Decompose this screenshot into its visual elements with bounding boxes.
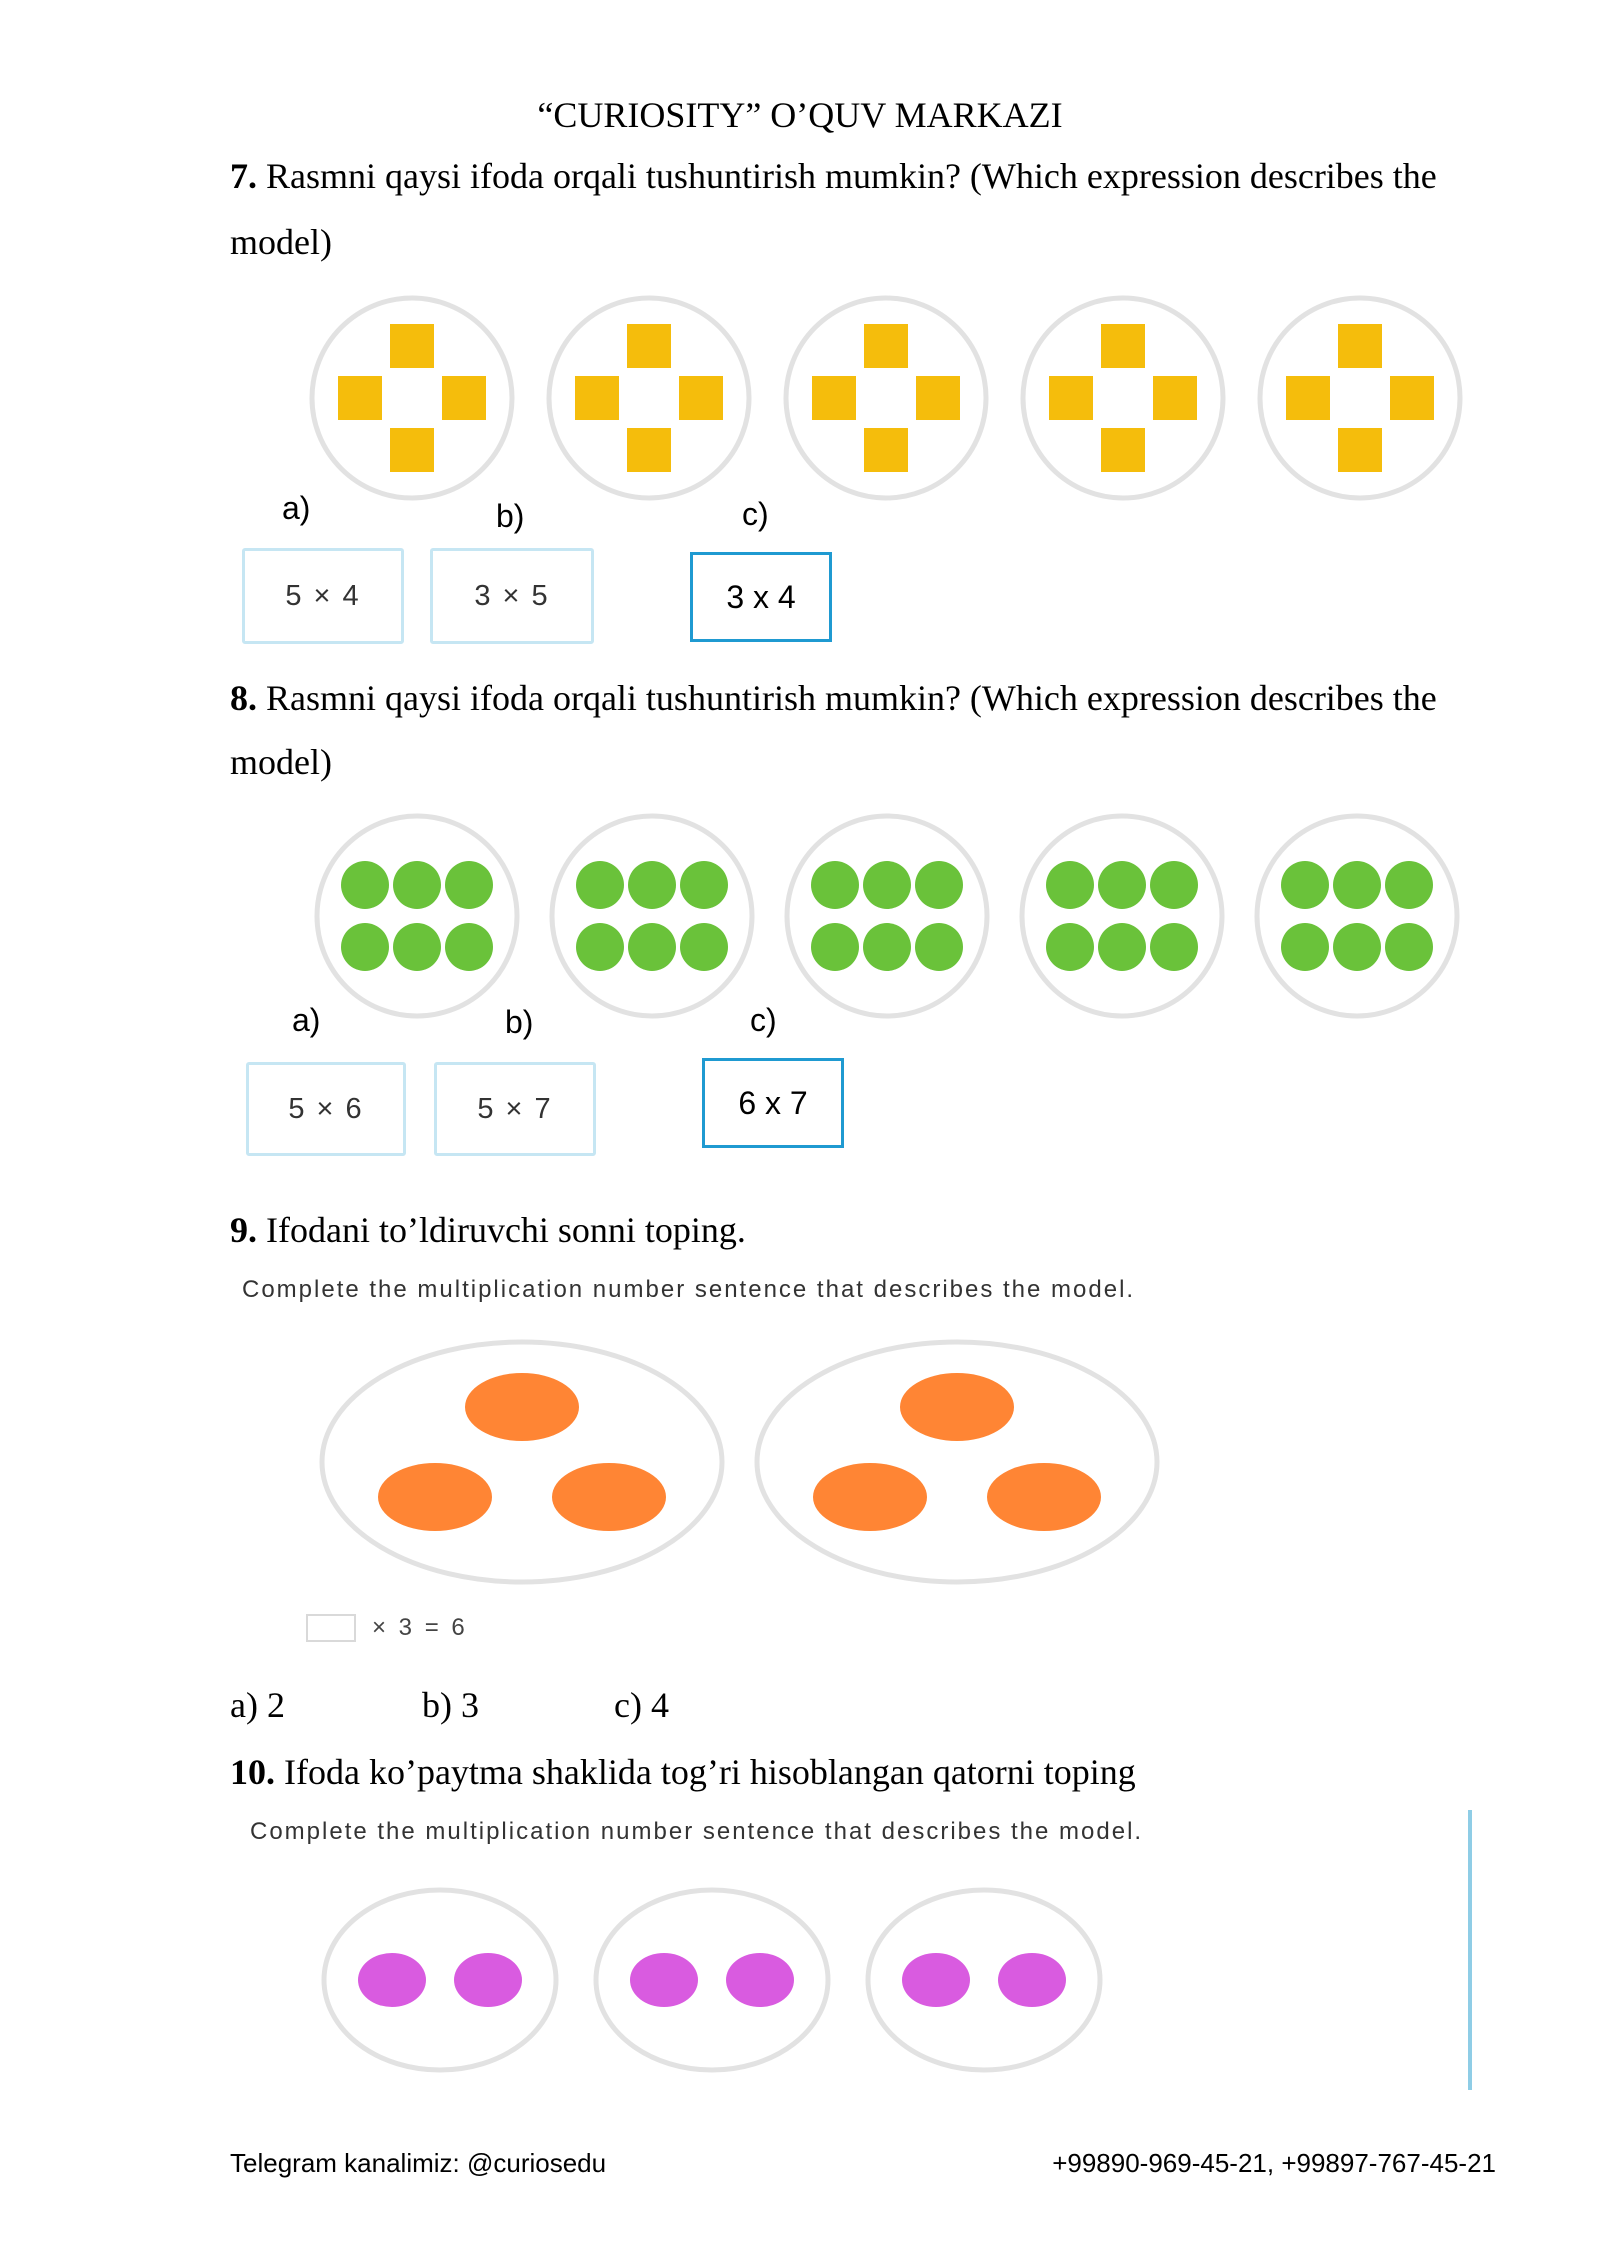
yellow-square [1153, 376, 1197, 420]
yellow-square [1338, 428, 1382, 472]
orange-oval [987, 1463, 1101, 1531]
question-8-text [230, 666, 1530, 730]
yellow-square [1049, 376, 1093, 420]
option-a-box[interactable]: 5 × 4 [242, 548, 404, 644]
yellow-square [390, 428, 434, 472]
green-dot [393, 861, 441, 909]
green-dot [915, 861, 963, 909]
yellow-square [864, 324, 908, 368]
green-dot [1150, 861, 1198, 909]
green-dot [445, 861, 493, 909]
question-10-instruction: Complete the multiplication number sentence that describes the model. [250, 1818, 1144, 1845]
answer-c[interactable]: c) 4 [614, 1685, 669, 1725]
question-10-text [230, 1740, 1530, 1804]
equation-text: × 3 = 6 [372, 1614, 468, 1641]
orange-oval [378, 1463, 492, 1531]
question-7-text [230, 144, 1530, 208]
orange-oval [813, 1463, 927, 1531]
green-dot [1150, 923, 1198, 971]
green-dot [1098, 923, 1146, 971]
green-dot [863, 861, 911, 909]
question-7-prompt: Rasmni qaysi ifoda orqali tushuntirish mumkin? (Which expression describes the [266, 156, 1437, 196]
purple-dot [902, 1953, 970, 2007]
green-dot [393, 923, 441, 971]
green-dot [1385, 861, 1433, 909]
option-c-box[interactable]: 3 x 4 [690, 552, 832, 642]
question-8-prompt-cont: model) [230, 742, 332, 782]
green-dot [576, 923, 624, 971]
green-dot [341, 923, 389, 971]
yellow-square [575, 376, 619, 420]
yellow-square [1101, 324, 1145, 368]
option-c-box[interactable]: 6 x 7 [702, 1058, 844, 1148]
green-dot [680, 923, 728, 971]
answer-b[interactable]: b) 3 [422, 1685, 479, 1725]
yellow-square [812, 376, 856, 420]
option-a-label: a) [282, 490, 311, 526]
group-circle [1257, 816, 1457, 1016]
yellow-square [627, 428, 671, 472]
question-7-model [300, 288, 1480, 508]
scroll-indicator [1468, 1810, 1472, 2090]
question-9-number: 9. [230, 1210, 257, 1250]
group-circle [552, 816, 752, 1016]
group-circle [787, 816, 987, 1016]
purple-dot [358, 1953, 426, 2007]
option-b-box[interactable]: 5 × 7 [434, 1062, 596, 1156]
green-dot [1385, 923, 1433, 971]
green-dot [1098, 861, 1146, 909]
green-dot [680, 861, 728, 909]
green-dot [576, 861, 624, 909]
page-title: “CURIOSITY” O’QUV MARKAZI [537, 95, 1063, 135]
yellow-square [1338, 324, 1382, 368]
orange-oval [552, 1463, 666, 1531]
green-dot [1046, 923, 1094, 971]
green-dot [863, 923, 911, 971]
green-dot [811, 861, 859, 909]
purple-dot [726, 1953, 794, 2007]
option-a-label: a) [292, 1002, 321, 1038]
footer-phones: +99890-969-45-21, +99897-767-45-21 [1052, 2148, 1496, 2178]
yellow-square [1101, 428, 1145, 472]
option-a-box[interactable]: 5 × 6 [246, 1062, 406, 1156]
purple-dot [998, 1953, 1066, 2007]
yellow-square [442, 376, 486, 420]
question-9-text [230, 1198, 1530, 1262]
purple-dot [630, 1953, 698, 2007]
yellow-square [1286, 376, 1330, 420]
yellow-square [390, 324, 434, 368]
question-8-model [300, 808, 1480, 1028]
option-b-box[interactable]: 3 × 5 [430, 548, 594, 644]
green-dot [1046, 861, 1094, 909]
option-b-label: b) [505, 1004, 534, 1040]
answer-a[interactable]: a) 2 [230, 1685, 285, 1725]
yellow-square [627, 324, 671, 368]
question-10-number: 10. [230, 1752, 275, 1792]
green-dot [1333, 923, 1381, 971]
green-dot [811, 923, 859, 971]
footer-telegram: Telegram kanalimiz: @curiosedu [230, 2148, 607, 2178]
green-dot [1281, 923, 1329, 971]
green-dot [1281, 861, 1329, 909]
answer-input-box[interactable] [306, 1614, 356, 1642]
yellow-square [338, 376, 382, 420]
question-8-prompt: Rasmni qaysi ifoda orqali tushuntirish mumkin? (Which expression describes the [266, 678, 1437, 718]
option-c-label: c) [742, 496, 769, 532]
question-7-number: 7. [230, 156, 257, 196]
question-9-model [310, 1330, 1190, 1600]
green-dot [628, 861, 676, 909]
purple-dot [454, 1953, 522, 2007]
yellow-square [864, 428, 908, 472]
question-7-prompt-cont: model) [230, 222, 332, 262]
orange-oval [900, 1373, 1014, 1441]
question-9-prompt: Ifodani to’ldiruvchi sonni toping. [266, 1210, 746, 1250]
option-c-label: c) [750, 1002, 777, 1038]
yellow-square [916, 376, 960, 420]
yellow-square [679, 376, 723, 420]
orange-oval [465, 1373, 579, 1441]
question-9-instruction: Complete the multiplication number sentence that describes the model. [242, 1276, 1136, 1303]
yellow-square [1390, 376, 1434, 420]
question-10-model [320, 1880, 1120, 2090]
green-dot [445, 923, 493, 971]
group-circle [317, 816, 517, 1016]
option-b-label: b) [496, 498, 525, 534]
green-dot [628, 923, 676, 971]
group-circle [1022, 816, 1222, 1016]
question-10-prompt: Ifoda ko’paytma shaklida tog’ri hisoblangan qatorni toping [284, 1752, 1136, 1792]
question-8-number: 8. [230, 678, 257, 718]
green-dot [915, 923, 963, 971]
green-dot [341, 861, 389, 909]
green-dot [1333, 861, 1381, 909]
